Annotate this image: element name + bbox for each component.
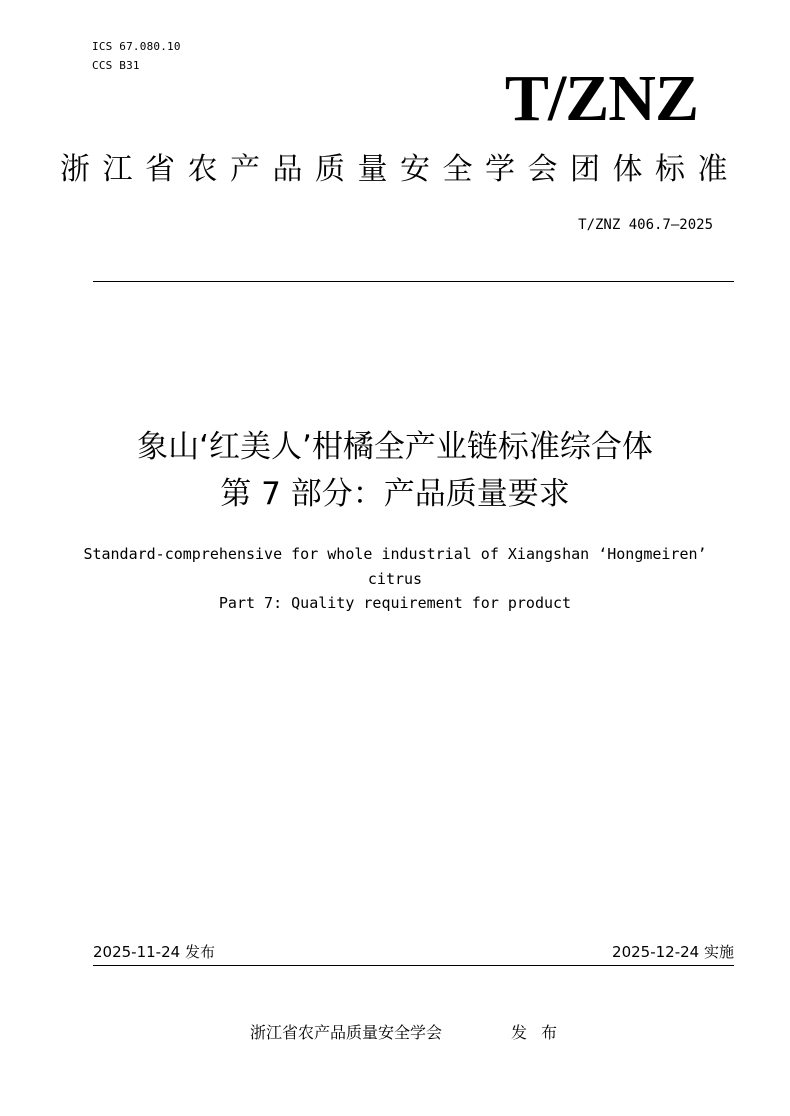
implementation-date: 2025-12-24 实施 <box>612 943 734 961</box>
english-title-line-2: citrus <box>367 570 423 588</box>
english-title-line-1: Standard-comprehensive for whole industrial of Xiangshan ‘Hongmeiren’ <box>83 545 707 563</box>
document-number: T/ZNZ 406.7—2025 <box>578 217 713 233</box>
english-title-line-3: Part 7: Quality requirement for product <box>218 594 572 612</box>
publisher-name: 浙江省农产品质量安全学会 <box>250 1023 443 1042</box>
chinese-title-line-1: 象山‘红美人’柑橘全产业链标准综合体 <box>137 429 653 465</box>
ccs-code: CCS B31 <box>92 59 140 72</box>
chinese-title-line-2: 第 7 部分：产品质量要求 <box>220 476 570 512</box>
organization-standard-line: 浙江省农产品质量安全学会团体标准 <box>60 152 740 187</box>
standard-logo: T/ZNZ <box>504 62 698 135</box>
top-divider <box>93 281 734 282</box>
issue-date: 2025-11-24 发布 <box>93 943 215 961</box>
publish-label: 发布 <box>511 1023 572 1042</box>
ics-code: ICS 67.080.10 <box>92 40 181 53</box>
bottom-divider <box>93 965 734 966</box>
